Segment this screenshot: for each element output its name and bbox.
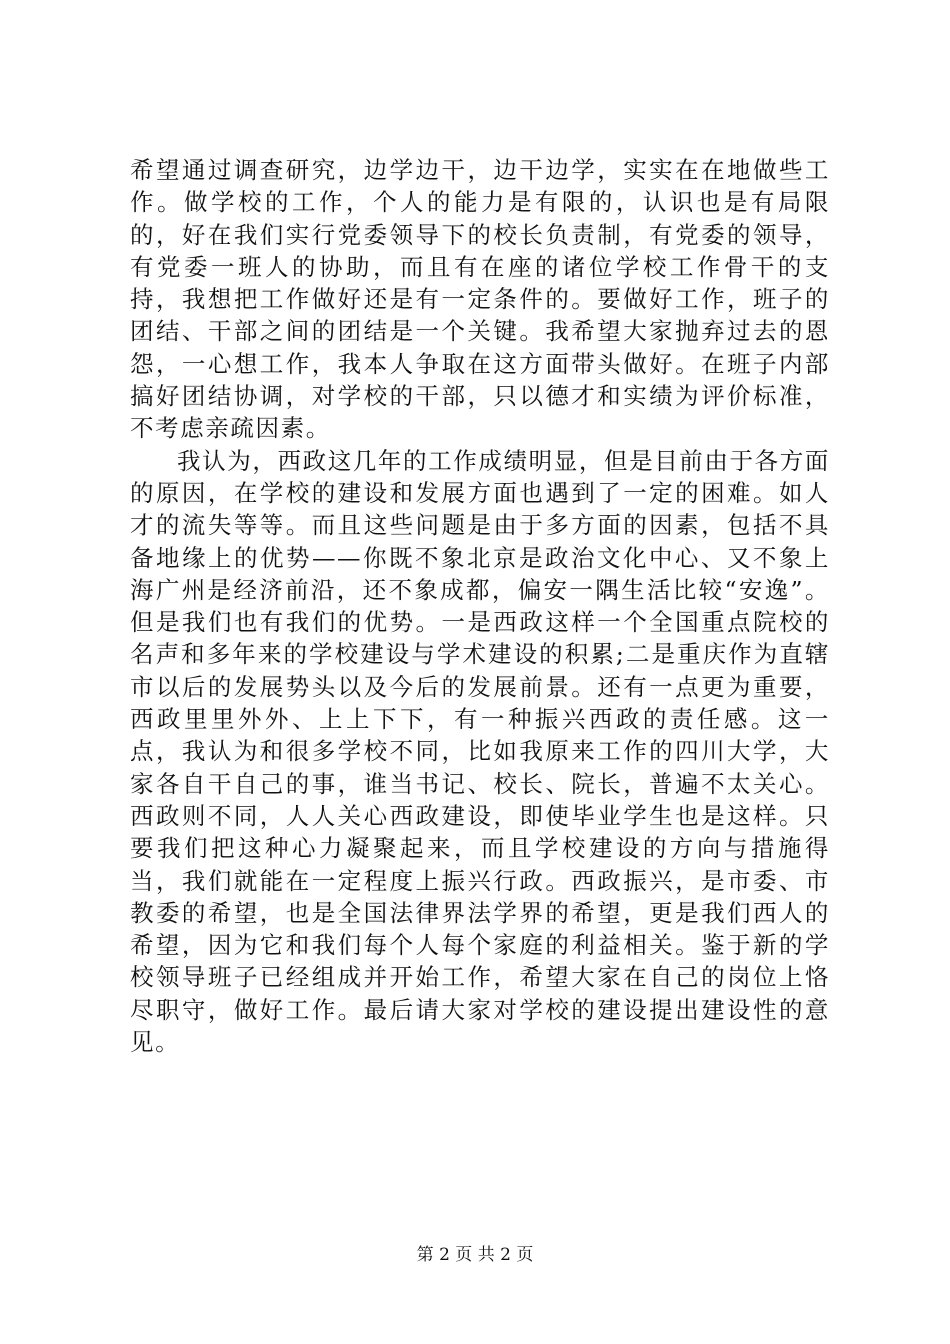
document-body bbox=[130, 154, 830, 1058]
page-footer: 第 2 页 共 2 页 bbox=[416, 1245, 534, 1265]
paragraph-continued: 希望通过调查研究，边学边干，边干边学，实实在在地做些工作。做学校的工作，个人的能力是有限的，认识也是有局限的，好在我们实行党委领导下的校长负责制，有党委的领导，有党委一班人的协助，而且有在座的诸位学校工作骨干的支持，我想把工作做好还是有一定条件的。要做好工作，班子的团结、干部之间的团结是一个关键。我希望大家抛弃过去的恩怨，一心想工作，我本人争取在这方面带头做好。在班子内部搞好团结协调，对学校的干部，只以德才和实绩为评价标准，不考虑亲疏因素。 bbox=[130, 156, 830, 443]
paragraph: 我认为，西政这几年的工作成绩明显，但是目前由于各方面的原因，在学校的建设和发展方面也遇到了一定的困难。如人才的流失等等。而且这些问题是由于多方面的因素，包括不具备地缘上的优势——你既不象北京是政治文化中心、又不象上海广州是经济前沿，还不象成都，偏安一隅生活比较“安逸”。但是我们也有我们的优势。一是西政这样一个全国重点院校的名声和多年来的学校建设与学术建设的积累;二是重庆作为直辖市以后的发展势头以及今后的发展前景。还有一点更为重要，西政里里外外、上上下下，有一种振兴西政的责任感。这一点，我认为和很多学校不同，比如我原来工作的四川大学，大家各自干自己的事，谁当书记、校长、院长，普遍不太关心。西政则不同，人人关心西政建设，即使毕业学生也是这样。只要我们把这种心力凝聚起来，而且学校建设的方向与措施得当，我们就能在一定程度上振兴行政。西政振兴，是市委、市教委的希望，也是全国法律界法学界的希望，更是我们西人的希望，因为它和我们每个人每个家庭的利益相关。鉴于新的学校领导班子已经组成并开始工作，希望大家在自己的岗位上恪尽职守，做好工作。最后请大家对学校的建设提出建设性的意见。 bbox=[130, 446, 830, 1057]
